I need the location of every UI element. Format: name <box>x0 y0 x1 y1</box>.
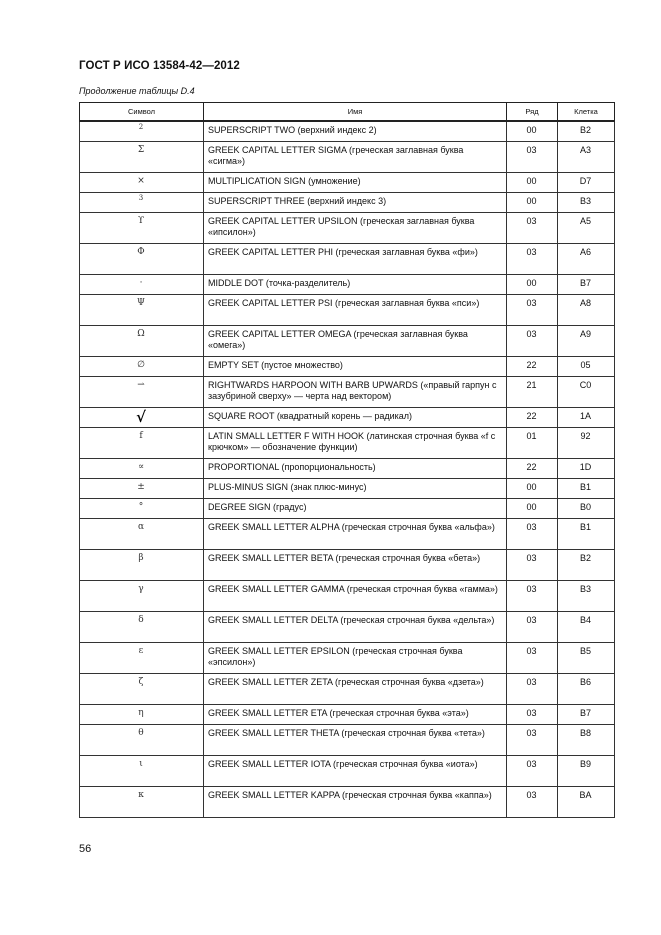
cell-code-cell: B6 <box>558 674 615 705</box>
name-cell: GREEK SMALL LETTER BETA (греческая строчная буква «бета») <box>204 550 507 581</box>
cell-code-cell: B2 <box>558 550 615 581</box>
table-row <box>80 244 615 275</box>
cell-code-cell: B3 <box>558 193 615 213</box>
table-row <box>80 459 615 479</box>
cell-code-cell: B1 <box>558 519 615 550</box>
cell-code-cell: B7 <box>558 275 615 295</box>
symbol-cell: 2 <box>80 121 204 142</box>
row-code-cell: 03 <box>507 519 558 550</box>
name-cell: GREEK SMALL LETTER GAMMA (греческая строчная буква «гамма») <box>204 581 507 612</box>
row-code-cell: 03 <box>507 142 558 173</box>
name-cell: GREEK CAPITAL LETTER PHI (греческая заглавная буква «фи») <box>204 244 507 275</box>
cell-code-cell: B4 <box>558 612 615 643</box>
name-cell: SQUARE ROOT (квадратный корень — радикал) <box>204 408 507 428</box>
symbol-cell: ⇀ <box>80 377 204 408</box>
symbol-cell: ° <box>80 499 204 519</box>
row-code-cell: 00 <box>507 173 558 193</box>
document-title: ГОСТ Р ИСО 13584-42—2012 <box>79 60 240 72</box>
row-code-cell: 01 <box>507 428 558 459</box>
cell-code-cell: BA <box>558 787 615 818</box>
symbol-cell: √ <box>80 408 204 428</box>
name-cell: GREEK SMALL LETTER EPSILON (греческая строчная буква «эпсилон») <box>204 643 507 674</box>
symbols-table <box>79 102 615 818</box>
name-cell: GREEK SMALL LETTER ETA (греческая строчная буква «эта») <box>204 705 507 725</box>
table-row <box>80 643 615 674</box>
name-cell: DEGREE SIGN (градус) <box>204 499 507 519</box>
table-header <box>80 103 615 122</box>
table-row <box>80 756 615 787</box>
cell-code-cell: 92 <box>558 428 615 459</box>
name-cell: LATIN SMALL LETTER F WITH HOOK (латинская строчная буква «f с крючком» — обозначение функции) <box>204 428 507 459</box>
name-cell: SUPERSCRIPT THREE (верхний индекс 3) <box>204 193 507 213</box>
name-cell: GREEK SMALL LETTER THETA (греческая строчная буква «тета») <box>204 725 507 756</box>
table-row <box>80 142 615 173</box>
table-row <box>80 428 615 459</box>
symbol-cell: θ <box>80 725 204 756</box>
name-cell: GREEK CAPITAL LETTER UPSILON (греческая заглавная буква «ипсилон») <box>204 213 507 244</box>
name-cell: MIDDLE DOT (точка-разделитель) <box>204 275 507 295</box>
name-cell: GREEK SMALL LETTER KAPPA (греческая строчная буква «каппа») <box>204 787 507 818</box>
cell-code-cell: A6 <box>558 244 615 275</box>
cell-code-cell: B0 <box>558 499 615 519</box>
symbol-cell: ζ <box>80 674 204 705</box>
row-code-cell: 03 <box>507 326 558 357</box>
row-code-cell: 21 <box>507 377 558 408</box>
name-cell: RIGHTWARDS HARPOON WITH BARB UPWARDS («правый гарпун с зазубриной сверху» — черта над вектором) <box>204 377 507 408</box>
cell-code-cell: B2 <box>558 121 615 142</box>
symbol-cell: κ <box>80 787 204 818</box>
table-row <box>80 295 615 326</box>
cell-code-cell: B7 <box>558 705 615 725</box>
row-code-cell: 03 <box>507 787 558 818</box>
row-code-cell: 03 <box>507 244 558 275</box>
row-code-cell: 00 <box>507 275 558 295</box>
cell-code-cell: A5 <box>558 213 615 244</box>
table-row <box>80 725 615 756</box>
name-cell: SUPERSCRIPT TWO (верхний индекс 2) <box>204 121 507 142</box>
cell-code-cell: 1D <box>558 459 615 479</box>
row-code-cell: 03 <box>507 612 558 643</box>
row-code-cell: 03 <box>507 643 558 674</box>
table-row <box>80 612 615 643</box>
symbol-cell: β <box>80 550 204 581</box>
name-cell: GREEK SMALL LETTER IOTA (греческая строчная буква «иота») <box>204 756 507 787</box>
table-row <box>80 275 615 295</box>
row-code-cell: 00 <box>507 479 558 499</box>
table-row <box>80 674 615 705</box>
symbol-cell: ε <box>80 643 204 674</box>
row-code-cell: 03 <box>507 756 558 787</box>
page-number: 56 <box>79 843 92 855</box>
row-code-cell: 22 <box>507 408 558 428</box>
symbol-cell: Ψ <box>80 295 204 326</box>
cell-code-cell: A3 <box>558 142 615 173</box>
row-code-cell: 00 <box>507 193 558 213</box>
symbol-cell: ι <box>80 756 204 787</box>
symbol-cell: · <box>80 275 204 295</box>
symbol-cell: ϒ <box>80 213 204 244</box>
table-row <box>80 705 615 725</box>
row-code-cell: 00 <box>507 499 558 519</box>
name-cell: MULTIPLICATION SIGN (умножение) <box>204 173 507 193</box>
table-caption: Продолжение таблицы D.4 <box>79 86 195 96</box>
row-code-cell: 03 <box>507 550 558 581</box>
name-cell: GREEK CAPITAL LETTER OMEGA (греческая заглавная буква «омега») <box>204 326 507 357</box>
row-code-cell: 22 <box>507 459 558 479</box>
table-row <box>80 479 615 499</box>
column-header-name: Имя <box>204 103 507 122</box>
table-row <box>80 173 615 193</box>
cell-code-cell: 05 <box>558 357 615 377</box>
table-row <box>80 213 615 244</box>
row-code-cell: 03 <box>507 725 558 756</box>
symbol-cell: ∝ <box>80 459 204 479</box>
symbol-cell: 3 <box>80 193 204 213</box>
row-code-cell: 22 <box>507 357 558 377</box>
name-cell: GREEK SMALL LETTER DELTA (греческая строчная буква «дельта») <box>204 612 507 643</box>
cell-code-cell: D7 <box>558 173 615 193</box>
symbol-cell: α <box>80 519 204 550</box>
name-cell: GREEK SMALL LETTER ZETA (греческая строчная буква «дзета») <box>204 674 507 705</box>
symbol-cell: ± <box>80 479 204 499</box>
symbol-cell: × <box>80 173 204 193</box>
symbol-cell: Ω <box>80 326 204 357</box>
table-row <box>80 193 615 213</box>
cell-code-cell: B1 <box>558 479 615 499</box>
row-code-cell: 00 <box>507 121 558 142</box>
cell-code-cell: B5 <box>558 643 615 674</box>
table-row <box>80 581 615 612</box>
symbol-cell: η <box>80 705 204 725</box>
name-cell: GREEK CAPITAL LETTER PSI (греческая заглавная буква «пси») <box>204 295 507 326</box>
column-header-row: Ряд <box>507 103 558 122</box>
table-row <box>80 550 615 581</box>
table-row <box>80 326 615 357</box>
name-cell: PROPORTIONAL (пропорциональность) <box>204 459 507 479</box>
table-row <box>80 408 615 428</box>
column-header-cell: Клетка <box>558 103 615 122</box>
row-code-cell: 03 <box>507 213 558 244</box>
table-row <box>80 787 615 818</box>
symbol-cell: f <box>80 428 204 459</box>
symbol-cell: ∅ <box>80 357 204 377</box>
name-cell: GREEK SMALL LETTER ALPHA (греческая строчная буква «альфа») <box>204 519 507 550</box>
table-row <box>80 377 615 408</box>
table-row <box>80 121 615 142</box>
cell-code-cell: A9 <box>558 326 615 357</box>
row-code-cell: 03 <box>507 295 558 326</box>
cell-code-cell: C0 <box>558 377 615 408</box>
name-cell: EMPTY SET (пустое множество) <box>204 357 507 377</box>
symbol-cell: δ <box>80 612 204 643</box>
row-code-cell: 03 <box>507 705 558 725</box>
name-cell: PLUS-MINUS SIGN (знак плюс-минус) <box>204 479 507 499</box>
symbol-cell: Σ <box>80 142 204 173</box>
symbol-cell: γ <box>80 581 204 612</box>
table-body <box>80 121 615 818</box>
table-row <box>80 357 615 377</box>
cell-code-cell: B8 <box>558 725 615 756</box>
column-header-symbol: Символ <box>80 103 204 122</box>
cell-code-cell: B9 <box>558 756 615 787</box>
cell-code-cell: 1A <box>558 408 615 428</box>
table-row <box>80 519 615 550</box>
name-cell: GREEK CAPITAL LETTER SIGMA (греческая заглавная буква «сигма») <box>204 142 507 173</box>
row-code-cell: 03 <box>507 674 558 705</box>
symbol-cell: Φ <box>80 244 204 275</box>
row-code-cell: 03 <box>507 581 558 612</box>
cell-code-cell: B3 <box>558 581 615 612</box>
cell-code-cell: A8 <box>558 295 615 326</box>
table-row <box>80 499 615 519</box>
